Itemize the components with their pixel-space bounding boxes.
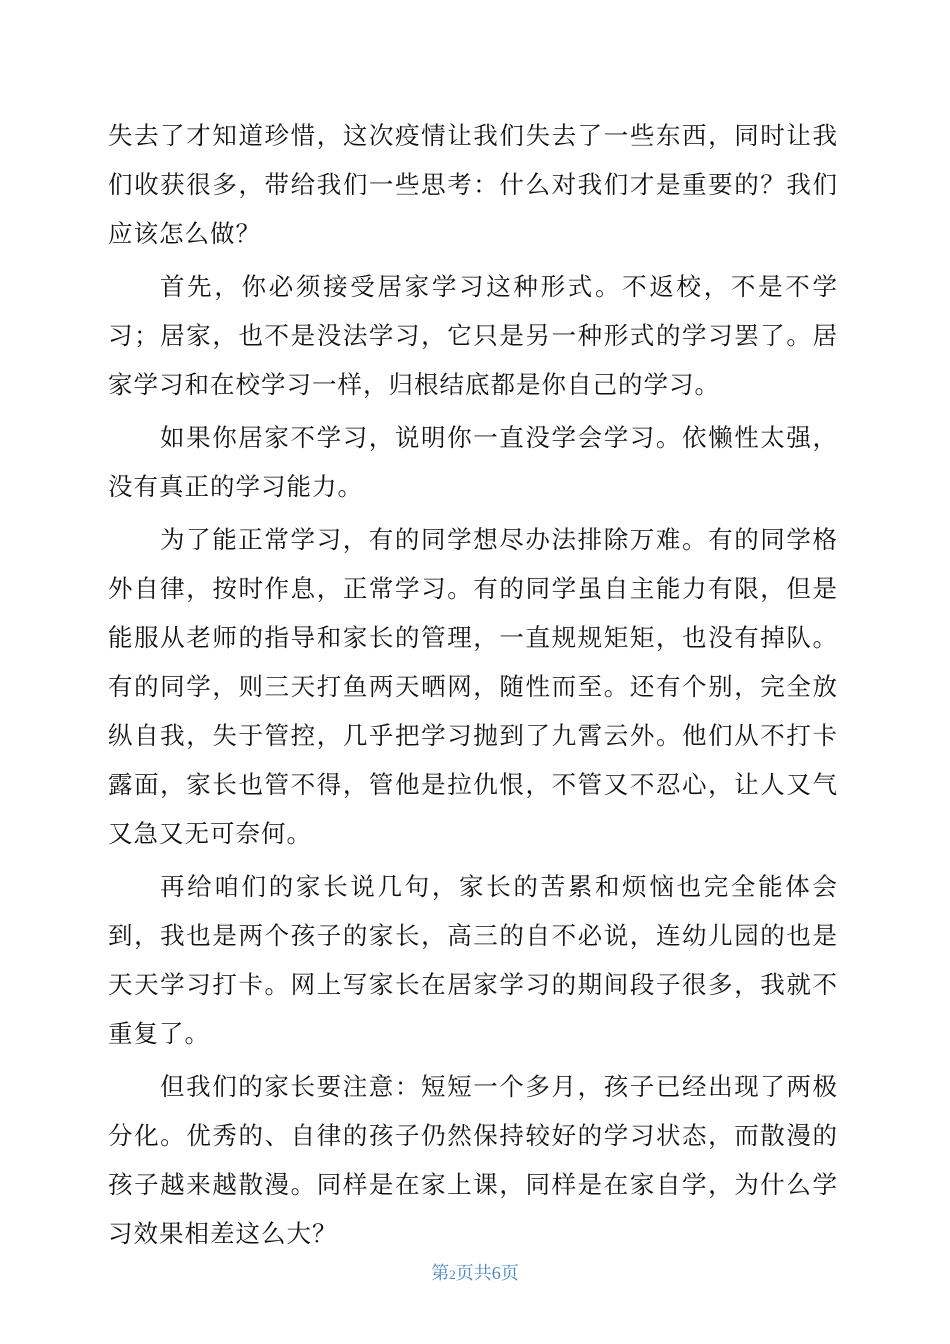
paragraph-3: 如果你居家不学习，说明你一直没学会学习。依懒性太强，没有真正的学习能力。 [108,423,838,501]
footer-suffix: 页 [500,1263,519,1284]
footer-prefix: 第 [431,1263,450,1284]
document-body [108,111,838,1262]
page-footer [0,1259,950,1285]
footer-total-pages: 6 [491,1263,501,1283]
paragraph-5: 再给咱们的家长说几句，家长的苦累和烦恼也完全能体会到，我也是两个孩子的家长，高三的自不必说，连幼儿园的也是天天学习打卡。网上写家长在居家学习的期间段子很多，我就不重复了。 [108,872,838,1048]
footer-middle: 页共 [455,1263,492,1284]
paragraph-4: 为了能正常学习，有的同学想尽办法排除万难。有的同学格外自律，按时作息，正常学习。有的同学虽自主能力有限，但是能服从老师的指导和家长的管理，一直规规矩矩，也没有掉队。有的同学，则三天打鱼两天晒网，随性而至。还有个别，完全放纵自我，失于管控，几乎把学习抛到了九霄云外。他们从不打卡露面，家长也管不得，管他是拉仇恨，不管又不忍心，让人又气又急又无可奈何。 [108,525,838,848]
footer-current-page: 2 [449,1267,456,1282]
paragraph-1: 失去了才知道珍惜，这次疫情让我们失去了一些东西，同时让我们收获很多，带给我们一些思考：什么对我们才是重要的？我们应该怎么做？ [108,121,838,248]
paragraph-6: 但我们的家长要注意：短短一个多月，孩子已经出现了两极分化。优秀的、自律的孩子仍然保持较好的学习状态，而散漫的孩子越来越散漫。同样是在家上课，同样是在家自学，为什么学习效果相差这么大？ [108,1072,838,1248]
paragraph-2: 首先，你必须接受居家学习这种形式。不返校，不是不学习；居家，也不是没法学习，它只是另一种形式的学习罢了。居家学习和在校学习一样，归根结底都是你自己的学习。 [108,272,838,399]
